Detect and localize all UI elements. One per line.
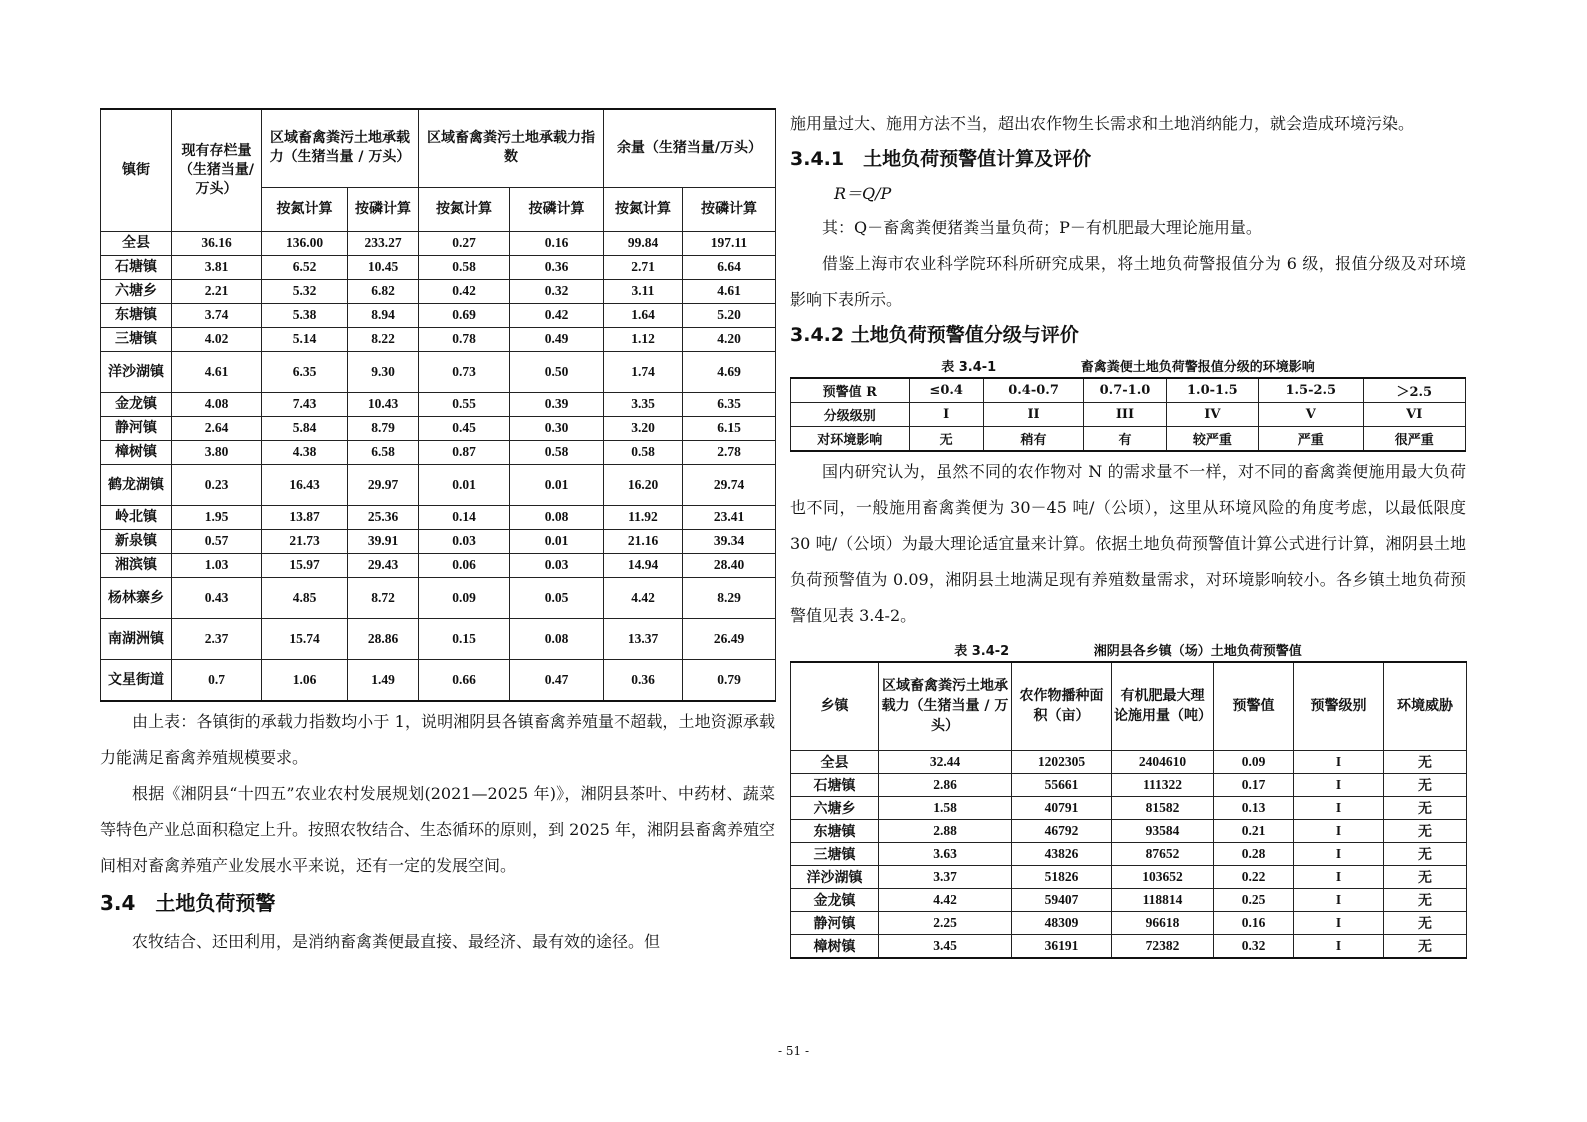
value-cell: 0.39 (510, 392, 604, 416)
value-cell: I (1294, 934, 1384, 958)
value-cell: 3.37 (879, 865, 1012, 888)
value-cell: 59407 (1012, 888, 1112, 911)
township-warning-table (790, 661, 1467, 959)
value-cell: 0.21 (1214, 819, 1294, 842)
value-cell: 8.29 (683, 577, 776, 618)
section-heading-3-4-2: 3.4.2 土地负荷预警值分级与评价 (790, 324, 1079, 346)
town-name-cell: 杨林寨乡 (101, 577, 172, 618)
value-cell: 0.87 (419, 440, 510, 464)
table-row (101, 464, 776, 505)
town-name-cell: 静河镇 (791, 911, 879, 934)
header-by-n: 按氮计算 (604, 187, 683, 231)
grade-cell: 0.7-1.0 (1084, 378, 1166, 403)
grade-cell: IV (1166, 403, 1258, 427)
table-row (101, 529, 776, 553)
value-cell: 无 (1384, 842, 1467, 865)
paragraph-study: 国内研究认为，虽然不同的农作物对 N 的需求量不一样，对不同的畜禽粪便施用最大负荷也不同，一般施用畜禽粪便为 30－45 吨/（公顷），这里从环境风险的角度考虑，以最低限度 30 吨/（公顷）为最大理论适宜量来计算。依据土地负荷预警值计算公式进行计算，湘阴县土地负荷预警值为 0.09，湘阴县土地满足现有养殖数量需求，对环境影响较小。各乡镇土地负荷预警值见表 3.4-2。 (790, 462, 1466, 625)
value-cell: 14.94 (604, 553, 683, 577)
formula: R＝Q/P (834, 184, 892, 203)
value-cell: 0.08 (510, 618, 604, 659)
value-cell: 1.06 (262, 659, 348, 701)
value-cell: 36.16 (172, 231, 262, 255)
grade-cell: 无 (909, 427, 983, 452)
value-cell: 29.74 (683, 464, 776, 505)
column-header: 有机肥最大理论施用量（吨） (1112, 662, 1214, 750)
value-cell: 无 (1384, 911, 1467, 934)
value-cell: 无 (1384, 773, 1467, 796)
value-cell: 136.00 (262, 231, 348, 255)
value-cell: I (1294, 819, 1384, 842)
value-cell: 0.58 (604, 440, 683, 464)
value-cell: 1202305 (1012, 750, 1112, 773)
value-cell: 8.79 (348, 416, 419, 440)
section-heading-3-4: 3.4 土地负荷预警 (100, 890, 276, 915)
header-by-n: 按氮计算 (262, 187, 348, 231)
value-cell: 0.42 (419, 279, 510, 303)
table-row (101, 416, 776, 440)
value-cell: 233.27 (348, 231, 419, 255)
value-cell: 0.05 (510, 577, 604, 618)
value-cell: 3.35 (604, 392, 683, 416)
town-name-cell: 三塘镇 (791, 842, 879, 865)
value-cell: 0.01 (419, 464, 510, 505)
value-cell: 40791 (1012, 796, 1112, 819)
value-cell: 0.32 (510, 279, 604, 303)
table-row (791, 796, 1467, 819)
column-header: 预警级别 (1294, 662, 1384, 750)
table-caption-3-4-1 (790, 356, 1466, 375)
row-label-cell: 预警值 R (791, 378, 910, 403)
value-cell: 0.16 (510, 231, 604, 255)
value-cell: 25.36 (348, 505, 419, 529)
value-cell: 1.58 (879, 796, 1012, 819)
value-cell: 0.03 (419, 529, 510, 553)
grade-cell: I (909, 403, 983, 427)
value-cell: 4.08 (172, 392, 262, 416)
grade-cell: 稍有 (983, 427, 1083, 452)
value-cell: 0.45 (419, 416, 510, 440)
value-cell: 0.42 (510, 303, 604, 327)
value-cell: 4.61 (683, 279, 776, 303)
paragraph-summary: 由上表：各镇街的承载力指数均小于 1，说明湘阴县各镇畜禽养殖量不超载，土地资源承载力能满足畜禽养殖规模要求。 (100, 711, 775, 767)
header-town: 镇街 (101, 109, 172, 231)
value-cell: 21.16 (604, 529, 683, 553)
value-cell: 0.47 (510, 659, 604, 701)
value-cell: 3.81 (172, 255, 262, 279)
table-row (101, 553, 776, 577)
value-cell: 0.73 (419, 351, 510, 392)
value-cell: 4.02 (172, 327, 262, 351)
value-cell: 0.43 (172, 577, 262, 618)
value-cell: 6.58 (348, 440, 419, 464)
town-name-cell: 金龙镇 (101, 392, 172, 416)
value-cell: 197.11 (683, 231, 776, 255)
header-by-p: 按磷计算 (510, 187, 604, 231)
town-name-cell: 全县 (791, 750, 879, 773)
town-name-cell: 樟树镇 (791, 934, 879, 958)
value-cell: 29.97 (348, 464, 419, 505)
value-cell: 0.09 (419, 577, 510, 618)
header-by-n: 按氮计算 (419, 187, 510, 231)
town-name-cell: 静河镇 (101, 416, 172, 440)
caption-number: 表 3.4-1 (941, 360, 997, 375)
value-cell: 0.58 (419, 255, 510, 279)
value-cell: 0.78 (419, 327, 510, 351)
value-cell: 3.20 (604, 416, 683, 440)
value-cell: 4.42 (604, 577, 683, 618)
value-cell: 48309 (1012, 911, 1112, 934)
value-cell: 5.84 (262, 416, 348, 440)
value-cell: I (1294, 773, 1384, 796)
header-stock: 现有存栏量（生猪当量/万头） (172, 109, 262, 231)
table-row (101, 618, 776, 659)
table-row (791, 750, 1467, 773)
value-cell: 0.55 (419, 392, 510, 416)
value-cell: 96618 (1112, 911, 1214, 934)
table-row (101, 505, 776, 529)
value-cell: 28.40 (683, 553, 776, 577)
value-cell: 2.21 (172, 279, 262, 303)
grade-cell: V (1259, 403, 1363, 427)
value-cell: 无 (1384, 934, 1467, 958)
town-name-cell: 金龙镇 (791, 888, 879, 911)
value-cell: 8.22 (348, 327, 419, 351)
value-cell: 39.34 (683, 529, 776, 553)
table-row (101, 659, 776, 701)
section-heading-3-4-1: 3.4.1 土地负荷预警值计算及评价 (790, 148, 1092, 170)
town-name-cell: 洋沙湖镇 (791, 865, 879, 888)
table-row (101, 351, 776, 392)
town-name-cell: 三塘镇 (101, 327, 172, 351)
value-cell: 6.82 (348, 279, 419, 303)
value-cell: 21.73 (262, 529, 348, 553)
value-cell: 0.01 (510, 464, 604, 505)
header-index: 区域畜禽粪污土地承载力指数 (419, 109, 604, 187)
value-cell: 10.45 (348, 255, 419, 279)
value-cell: 23.41 (683, 505, 776, 529)
grade-cell: ≤0.4 (909, 378, 983, 403)
value-cell: 15.74 (262, 618, 348, 659)
value-cell: 46792 (1012, 819, 1112, 842)
table-row (101, 327, 776, 351)
value-cell: 93584 (1112, 819, 1214, 842)
value-cell: 1.74 (604, 351, 683, 392)
value-cell: 0.16 (1214, 911, 1294, 934)
value-cell: 13.37 (604, 618, 683, 659)
value-cell: 0.69 (419, 303, 510, 327)
paragraph-reference: 借鉴上海市农业科学院环科所研究成果，将土地负荷警报值分为 6 级，报值分级及对环境影响下表所示。 (790, 254, 1466, 309)
column-header: 乡镇 (791, 662, 879, 750)
value-cell: 0.50 (510, 351, 604, 392)
left-column (100, 108, 775, 960)
column-header: 环境威胁 (1384, 662, 1467, 750)
table-row (101, 231, 776, 255)
value-cell: 4.38 (262, 440, 348, 464)
value-cell: 0.14 (419, 505, 510, 529)
value-cell: I (1294, 750, 1384, 773)
town-name-cell: 六塘乡 (791, 796, 879, 819)
value-cell: 6.52 (262, 255, 348, 279)
value-cell: 1.64 (604, 303, 683, 327)
value-cell: 8.72 (348, 577, 419, 618)
value-cell: 16.43 (262, 464, 348, 505)
row-label-cell: 对环境影响 (791, 427, 910, 452)
value-cell: 3.74 (172, 303, 262, 327)
value-cell: 32.44 (879, 750, 1012, 773)
warning-grade-table (790, 377, 1466, 452)
town-name-cell: 南湖洲镇 (101, 618, 172, 659)
table-caption-3-4-2 (790, 640, 1466, 659)
table-row (101, 279, 776, 303)
carrying-capacity-table (100, 108, 776, 702)
table-row (791, 934, 1467, 958)
value-cell: 43826 (1012, 842, 1112, 865)
paragraph-continued: 施用量过大、施用方法不当，超出农作物生长需求和土地消纳能力，就会造成环境污染。 (790, 114, 1415, 133)
value-cell: 2404610 (1112, 750, 1214, 773)
caption-title: 湘阴县各乡镇（场）土地负荷预警值 (1093, 644, 1302, 659)
row-label-cell: 分级级别 (791, 403, 910, 427)
table-row (791, 865, 1467, 888)
value-cell: 5.14 (262, 327, 348, 351)
grade-cell: III (1084, 403, 1166, 427)
table-row (791, 911, 1467, 934)
value-cell: I (1294, 842, 1384, 865)
value-cell: 0.15 (419, 618, 510, 659)
value-cell: 1.49 (348, 659, 419, 701)
value-cell: 2.71 (604, 255, 683, 279)
value-cell: 0.36 (604, 659, 683, 701)
grade-cell: 有 (1084, 427, 1166, 452)
value-cell: I (1294, 865, 1384, 888)
grade-cell: II (983, 403, 1083, 427)
value-cell: 0.27 (419, 231, 510, 255)
value-cell: 2.86 (879, 773, 1012, 796)
town-name-cell: 文星街道 (101, 659, 172, 701)
value-cell: 0.25 (1214, 888, 1294, 911)
value-cell: 9.30 (348, 351, 419, 392)
grade-cell: 较严重 (1166, 427, 1258, 452)
value-cell: 0.57 (172, 529, 262, 553)
value-cell: 7.43 (262, 392, 348, 416)
value-cell: 2.64 (172, 416, 262, 440)
caption-number: 表 3.4-2 (954, 644, 1010, 659)
table-row (101, 392, 776, 416)
town-name-cell: 鹤龙湖镇 (101, 464, 172, 505)
value-cell: 0.23 (172, 464, 262, 505)
value-cell: 4.61 (172, 351, 262, 392)
table-row (101, 577, 776, 618)
column-header: 预警值 (1214, 662, 1294, 750)
value-cell: 4.20 (683, 327, 776, 351)
value-cell: 0.17 (1214, 773, 1294, 796)
value-cell: 无 (1384, 796, 1467, 819)
value-cell: 0.03 (510, 553, 604, 577)
table-row (791, 888, 1467, 911)
value-cell: 4.85 (262, 577, 348, 618)
value-cell: 0.09 (1214, 750, 1294, 773)
town-name-cell: 石塘镇 (791, 773, 879, 796)
value-cell: 0.66 (419, 659, 510, 701)
value-cell: 0.22 (1214, 865, 1294, 888)
town-name-cell: 樟树镇 (101, 440, 172, 464)
grade-cell: 1.5-2.5 (1259, 378, 1363, 403)
table-row (791, 819, 1467, 842)
table-row (101, 255, 776, 279)
value-cell: 3.11 (604, 279, 683, 303)
value-cell: 81582 (1112, 796, 1214, 819)
value-cell: 55661 (1012, 773, 1112, 796)
town-name-cell: 东塘镇 (101, 303, 172, 327)
header-surplus: 余量（生猪当量/万头） (604, 109, 776, 187)
value-cell: 13.87 (262, 505, 348, 529)
town-name-cell: 东塘镇 (791, 819, 879, 842)
grade-cell: VI (1363, 403, 1466, 427)
value-cell: 2.88 (879, 819, 1012, 842)
value-cell: 0.32 (1214, 934, 1294, 958)
value-cell: 0.7 (172, 659, 262, 701)
right-column (790, 106, 1466, 959)
value-cell: 0.28 (1214, 842, 1294, 865)
caption-title: 畜禽粪便土地负荷警报值分级的环境影响 (1080, 360, 1315, 375)
value-cell: 0.08 (510, 505, 604, 529)
value-cell: 72382 (1112, 934, 1214, 958)
grade-cell: ＞2.5 (1363, 378, 1466, 403)
value-cell: 无 (1384, 819, 1467, 842)
value-cell: I (1294, 796, 1384, 819)
column-header: 区域畜禽粪污土地承载力（生猪当量 / 万头） (879, 662, 1012, 750)
table-row (791, 403, 1466, 427)
town-name-cell: 湘滨镇 (101, 553, 172, 577)
value-cell: 0.79 (683, 659, 776, 701)
value-cell: 0.06 (419, 553, 510, 577)
table-row (101, 303, 776, 327)
value-cell: 3.45 (879, 934, 1012, 958)
value-cell: 0.13 (1214, 796, 1294, 819)
value-cell: 111322 (1112, 773, 1214, 796)
value-cell: 51826 (1012, 865, 1112, 888)
value-cell: 87652 (1112, 842, 1214, 865)
grade-cell: 严重 (1259, 427, 1363, 452)
value-cell: 2.37 (172, 618, 262, 659)
grade-cell: 0.4-0.7 (983, 378, 1083, 403)
header-by-p: 按磷计算 (683, 187, 776, 231)
town-name-cell: 全县 (101, 231, 172, 255)
value-cell: 8.94 (348, 303, 419, 327)
grade-cell: 1.0-1.5 (1166, 378, 1258, 403)
value-cell: 无 (1384, 888, 1467, 911)
value-cell: 0.36 (510, 255, 604, 279)
value-cell: 1.03 (172, 553, 262, 577)
table-row (791, 842, 1467, 865)
town-name-cell: 石塘镇 (101, 255, 172, 279)
value-cell: 0.01 (510, 529, 604, 553)
value-cell: 0.30 (510, 416, 604, 440)
grade-cell: 很严重 (1363, 427, 1466, 452)
table-row (791, 378, 1466, 403)
value-cell: 11.92 (604, 505, 683, 529)
value-cell: 1.95 (172, 505, 262, 529)
value-cell: 0.49 (510, 327, 604, 351)
value-cell: 无 (1384, 865, 1467, 888)
value-cell: 36191 (1012, 934, 1112, 958)
value-cell: 26.49 (683, 618, 776, 659)
value-cell: I (1294, 888, 1384, 911)
value-cell: 10.43 (348, 392, 419, 416)
value-cell: 5.20 (683, 303, 776, 327)
value-cell: 4.69 (683, 351, 776, 392)
value-cell: 39.91 (348, 529, 419, 553)
value-cell: 4.42 (879, 888, 1012, 911)
table-row (791, 773, 1467, 796)
column-header: 农作物播种面积（亩） (1012, 662, 1112, 750)
value-cell: 6.35 (683, 392, 776, 416)
town-name-cell: 六塘乡 (101, 279, 172, 303)
paragraph-planning: 根据《湘阴县“十四五”农业农村发展规划(2021—2025 年)》，湘阴县茶叶、中药材、蔬菜等特色产业总面积稳定上升。按照农牧结合、生态循环的原则，到 2025 年，湘阴县畜禽养殖空间相对畜禽养殖产业发展水平来说，还有一定的发展空间。 (100, 783, 775, 875)
header-by-p: 按磷计算 (348, 187, 419, 231)
header-capacity: 区域畜禽粪污土地承载力（生猪当量 / 万头） (262, 109, 419, 187)
value-cell: 5.32 (262, 279, 348, 303)
table-row (101, 440, 776, 464)
value-cell: 5.38 (262, 303, 348, 327)
value-cell: 103652 (1112, 865, 1214, 888)
value-cell: 6.35 (262, 351, 348, 392)
value-cell: 3.63 (879, 842, 1012, 865)
value-cell: 2.25 (879, 911, 1012, 934)
value-cell: 28.86 (348, 618, 419, 659)
town-name-cell: 岭北镇 (101, 505, 172, 529)
value-cell: 无 (1384, 750, 1467, 773)
value-cell: 99.84 (604, 231, 683, 255)
value-cell: 29.43 (348, 553, 419, 577)
value-cell: 6.64 (683, 255, 776, 279)
paragraph-intro-3-4: 农牧结合、还田利用，是消纳畜禽粪便最直接、最经济、最有效的途径。但 (132, 931, 661, 951)
value-cell: 118814 (1112, 888, 1214, 911)
value-cell: 0.58 (510, 440, 604, 464)
value-cell: 2.78 (683, 440, 776, 464)
table-row (791, 427, 1466, 452)
town-name-cell: 洋沙湖镇 (101, 351, 172, 392)
value-cell: I (1294, 911, 1384, 934)
paragraph-variables: 其：Q－畜禽粪便猪粪当量负荷；P－有机肥最大理论施用量。 (822, 218, 1262, 237)
value-cell: 3.80 (172, 440, 262, 464)
value-cell: 1.12 (604, 327, 683, 351)
value-cell: 6.15 (683, 416, 776, 440)
page-number: - 51 - (777, 1044, 809, 1058)
town-name-cell: 新泉镇 (101, 529, 172, 553)
value-cell: 16.20 (604, 464, 683, 505)
value-cell: 15.97 (262, 553, 348, 577)
